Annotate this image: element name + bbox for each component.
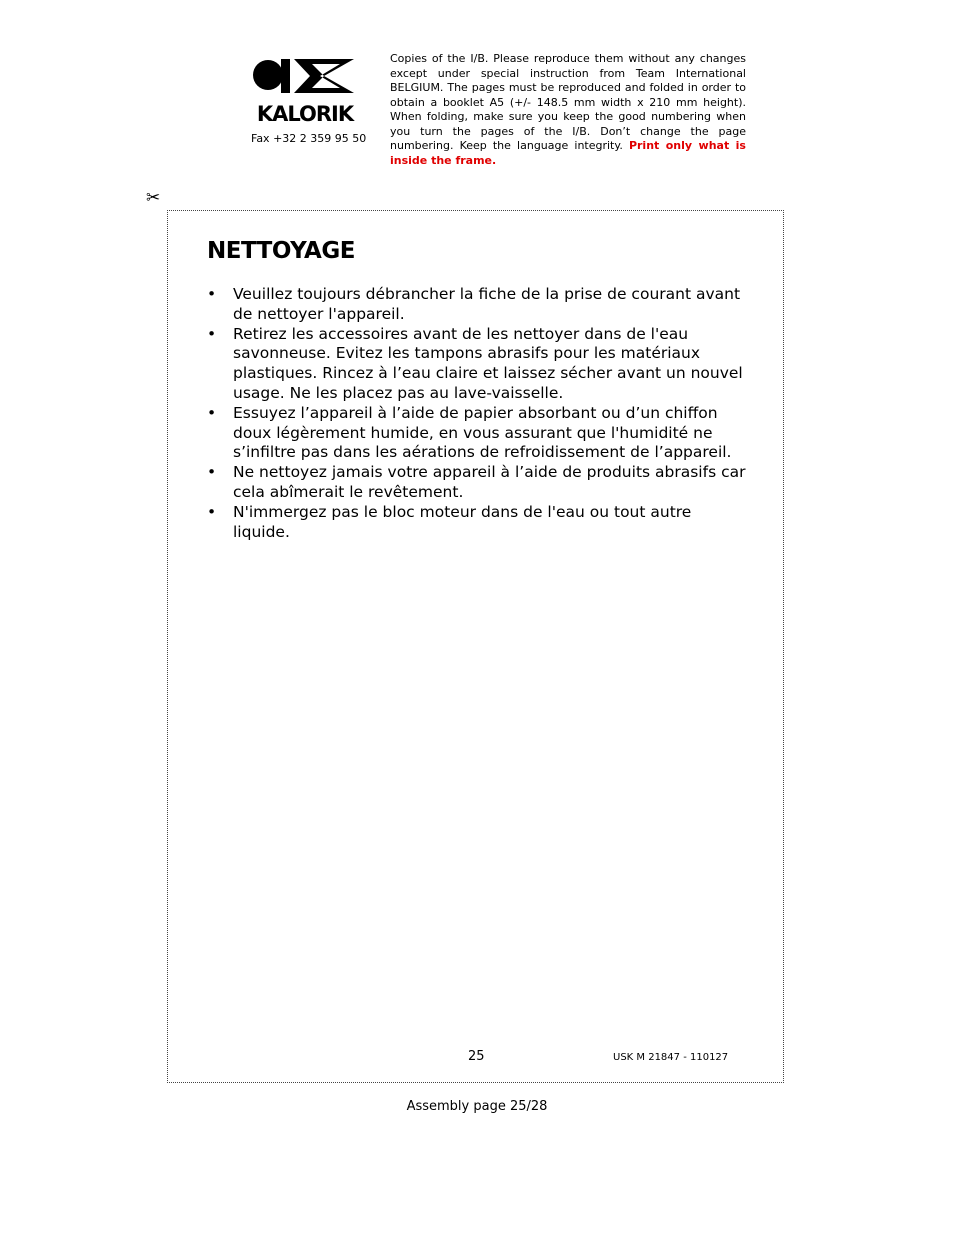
section-title: NETTOYAGE: [207, 238, 355, 264]
list-item: • Essuyez l’appareil à l’aide de papier absorbant ou d’un chiffon doux légèrement humide, en vous assurant que l'humidité ne s’infiltre pas dans les aérations de refroidissement de l’appareil.: [207, 404, 752, 463]
instructions-end: .: [492, 153, 497, 167]
reproduction-instructions: [390, 52, 746, 168]
instructions-text: Copies of the I/B. Please reproduce them without any changes except under special instruction from Team International BELGIUM. The pages must be reproduced and folded in order to obtain a booklet A5 (+/- 148.5 mm width x 210 mm height). When folding, make sure you keep the good numbering when you turn the pages of the I/B. Don’t change the page numbering. Keep the language integrity.: [390, 52, 746, 152]
scissors-icon: ✂: [146, 188, 161, 208]
list-item: • N'immergez pas le bloc moteur dans de l'eau ou tout autre liquide.: [207, 503, 752, 543]
assembly-page: Assembly page 25/28: [406, 1099, 548, 1114]
fax-number: Fax +32 2 359 95 50: [251, 132, 367, 145]
page-number: 25: [468, 1049, 485, 1064]
document-code: USK M 21847 - 110127: [613, 1052, 729, 1063]
list-item: • Veuillez toujours débrancher la fiche de la prise de courant avant de nettoyer l'appareil.: [207, 285, 752, 325]
cleaning-instructions-list: [207, 285, 752, 542]
kalorik-logo: [250, 55, 360, 127]
instructions-warning: Print only what is inside the frame: [390, 139, 746, 167]
list-item: • Ne nettoyez jamais votre appareil à l’aide de produits abrasifs car cela abîmerait le revêtement.: [207, 463, 752, 503]
svg-text:KALORIK: KALORIK: [256, 102, 354, 126]
list-item: • Retirez les accessoires avant de les nettoyer dans de l'eau savonneuse. Evitez les tampons abrasifs pour les matériaux plastiques. Rincez à l’eau claire et laissez sécher avant un nouvel usage. Ne les placez pas au lave-vaisselle.: [207, 325, 752, 404]
